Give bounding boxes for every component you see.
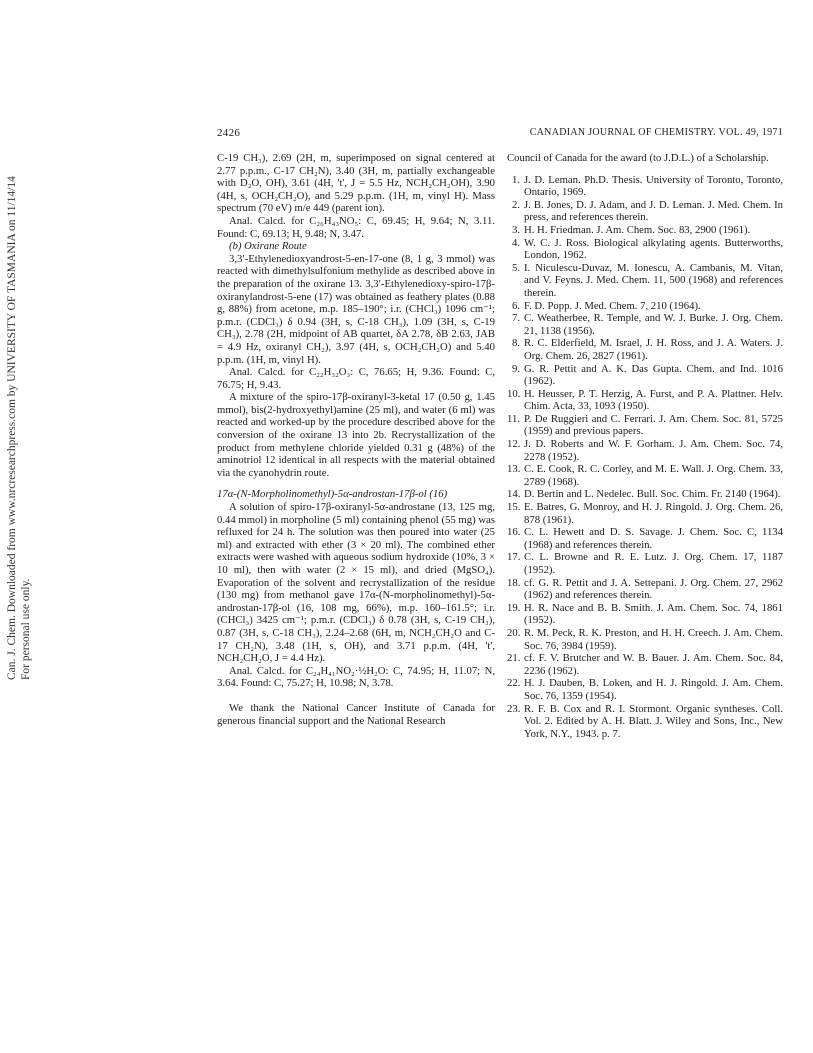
reference-item bbox=[507, 501, 783, 526]
reference-item bbox=[507, 312, 783, 337]
reference-text: C. L. Hewett and D. S. Savage. J. Chem. Soc. C, 1134 (1968) and references therein. bbox=[524, 526, 783, 551]
page-number: 2426 bbox=[217, 127, 241, 139]
watermark-line-source: Can. J. Chem. Downloaded from www.nrcresearchpress.com by UNIVERSITY OF TASMANIA on 11/14/14 bbox=[6, 176, 18, 680]
reference-number: 21. bbox=[507, 652, 521, 665]
reference-text: H. Heusser, P. T. Herzig, A. Furst, and P. A. Plattner. Helv. Chim. Acta, 33, 1093 (1950). bbox=[524, 387, 783, 413]
reference-item bbox=[507, 413, 783, 438]
reference-text: C. L. Browne and R. E. Lutz. J. Org. Chem. 17, 1187 (1952). bbox=[524, 551, 783, 576]
body-paragraph: C-19 CH₃), 2.69 (2H, m, superimposed on signal centered at 2.77 p.p.m., C-17 CH₂N), 3.40 (3H, m, partially exchangeable with D₂O, OH), 3.61 (4H, 't', J = 5.5 Hz, NCH₂CH₂OH), 3.90 (4H, s, OCH₂CH₂O), and 5.29 p.p.m. (1H, m, vinyl H). Mass spectrum (70 eV) m/e 449 (parent ion). bbox=[217, 152, 495, 215]
body-paragraph: Anal. Calcd. for C₂₄H₄₁NO₂·½H₂O: C, 74.95; H, 11.07; N, 3.64. Found: C, 75.27; H, 10.98; N, 3.78. bbox=[217, 664, 495, 690]
reference-item bbox=[507, 337, 783, 362]
reference-number: 5. bbox=[511, 261, 520, 274]
reference-text: W. C. J. Ross. Biological alkylating agents. Butterworths, London, 1962. bbox=[524, 236, 783, 262]
reference-text: H. R. Nace and B. B. Smith. J. Am. Chem. Soc. 74, 1861 (1952). bbox=[524, 601, 783, 627]
acknowledgement-continued: Council of Canada for the award (to J.D.L.) of a Scholarship. bbox=[507, 152, 769, 164]
reference-text: H. H. Friedman. J. Am. Chem. Soc. 83, 2900 (1961). bbox=[524, 223, 751, 236]
reference-text: P. De Ruggieri and C. Ferrari. J. Am. Chem. Soc. 81, 5725 (1959) and previous papers. bbox=[524, 412, 783, 438]
reference-number: 14. bbox=[507, 488, 521, 501]
spacer bbox=[217, 479, 495, 488]
reference-text: G. R. Pettit and A. K. Das Gupta. Chem. and Ind. 1016 (1962). bbox=[524, 362, 783, 388]
reference-number: 10. bbox=[507, 387, 521, 400]
reference-item bbox=[507, 577, 783, 602]
reference-text: C. Weatherbee, R. Temple, and W. J. Burke. J. Org. Chem. 21, 1138 (1956). bbox=[524, 312, 783, 337]
right-column bbox=[507, 152, 783, 740]
reference-text: cf. F. V. Brutcher and W. B. Bauer. J. Am. Chem. Soc. 84, 2236 (1962). bbox=[524, 652, 783, 677]
reference-number: 3. bbox=[511, 223, 520, 236]
reference-text: I. Niculescu-Duvaz, M. Ionescu, A. Cambanis, M. Vitan, and V. Feyns. J. Med. Chem. 11, 500 (1968) and references therein. bbox=[524, 261, 783, 299]
reference-item bbox=[507, 677, 783, 702]
reference-item bbox=[507, 438, 783, 463]
reference-text: C. E. Cook, R. C. Corley, and M. E. Wall. J. Org. Chem. 33, 2789 (1968). bbox=[524, 463, 783, 488]
reference-text: R. F. B. Cox and R. I. Stormont. Organic syntheses. Coll. Vol. 2. Edited by A. H. Blatt. J. Wiley and Sons, Inc., New York, N.Y., 1943. p. 7. bbox=[524, 702, 783, 740]
reference-item bbox=[507, 237, 783, 262]
reference-item bbox=[507, 652, 783, 677]
reference-item bbox=[507, 224, 783, 237]
reference-item bbox=[507, 388, 783, 413]
reference-number: 2. bbox=[511, 198, 520, 211]
watermark-line-usage: For personal use only. bbox=[20, 578, 32, 680]
reference-number: 9. bbox=[511, 362, 520, 375]
body-paragraph: A mixture of the spiro-17β-oxiranyl-3-ketal 17 (0.50 g, 1.45 mmol), bis(2-hydroxyethyl)amine (25 ml), and water (6 ml) was reacted and worked-up by the procedure described above for the conversion of the oxirane 13 into 2b. Recrystallization of the product from methylene chloride yielded 0.31 g (48%) of the aminotriol 12 identical in all respects with the material obtained via the cyanohydrin route. bbox=[217, 391, 495, 479]
reference-item bbox=[507, 363, 783, 388]
reference-item bbox=[507, 526, 783, 551]
reference-item bbox=[507, 551, 783, 576]
reference-number: 11. bbox=[507, 412, 520, 425]
reference-text: R. C. Elderfield, M. Israel, J. H. Ross, and J. A. Waters. J. Org. Chem. 26, 2827 (1961). bbox=[524, 337, 783, 362]
reference-text: F. D. Popp. J. Med. Chem. 7, 210 (1964). bbox=[524, 299, 701, 312]
body-paragraph: A solution of spiro-17β-oxiranyl-5α-androstane (13, 125 mg, 0.44 mmol) in morpholine (5 ml) containing phenol (55 mg) was refluxed for 24 h. The solution was then poured into water (25 ml) and extracted with ether (3 × 20 ml). The combined ether extracts were washed with aqueous sodium hydroxide (10%, 3 × 10 ml), then with water (2 × 15 ml), and dried (MgSO₄). Evaporation of the solvent and recrystallization of the residue (130 mg) from methanol gave 17α-(N-morpholinomethyl)-5α-androstan-17β-ol (16, 108 mg, 66%), m.p. 160–161.5°; i.r. (CHCl₃) 3425 cm⁻¹; p.m.r. (CDCl₃) δ 0.78 (3H, s, C-19 CH₃), 0.87 (3H, s, C-18 CH₃), 2.24–2.68 (6H, m, NCH₂CH₂O and C-17 CH₂N), 3.48 (1H, s, OH), and 3.71 p.p.m. (4H, 't', NCH₂CH₂O, J = 4.4 Hz). bbox=[217, 501, 495, 665]
section-heading: 17α-(N-Morpholinomethyl)-5α-androstan-17β-ol (16) bbox=[217, 488, 448, 501]
reference-number: 16. bbox=[507, 526, 521, 539]
reference-number: 6. bbox=[511, 299, 520, 312]
reference-number: 13. bbox=[507, 463, 521, 476]
reference-item bbox=[507, 174, 783, 199]
reference-number: 18. bbox=[507, 576, 521, 589]
left-column bbox=[217, 152, 495, 727]
reference-number: 12. bbox=[507, 438, 521, 451]
journal-title: CANADIAN JOURNAL OF CHEMISTRY. VOL. 49, 1971 bbox=[529, 127, 783, 138]
reference-number: 7. bbox=[511, 312, 520, 325]
reference-item bbox=[507, 488, 783, 501]
reference-number: 15. bbox=[507, 501, 521, 514]
reference-number: 22. bbox=[507, 677, 521, 690]
reference-text: cf. G. R. Pettit and J. A. Settepani. J. Org. Chem. 27, 2962 (1962) and references therein. bbox=[524, 576, 783, 602]
reference-item bbox=[507, 463, 783, 488]
body-paragraph: 3,3′-Ethylenedioxyandrost-5-en-17-one (8, 1 g, 3 mmol) was reacted with dimethylsulfonium methylide as described above in the preparation of the oxirane 13. 3,3′-Ethylenedioxy-spiro-17β-oxiranylandrost-5-ene (17) was obtained as feathery plates (0.88 g, 88%) from acetone, m.p. 185–190°; i.r. (CHCl₃) 1096 cm⁻¹; p.m.r. (CDCl₃) δ 0.94 (3H, s, C-18 CH₃), 1.09 (3H, s, C-19 CH₃), 2.78 (2H, midpoint of AB quartet, δA 2.78, δB 2.63, JAB = 4.9 Hz, oxiranyl CH₂), 3.97 (4H, s, OCH₂CH₂O) and 5.40 p.p.m. (1H, m, vinyl H). bbox=[217, 252, 495, 366]
subsection-heading: (b) Oxirane Route bbox=[229, 240, 307, 253]
reference-list bbox=[507, 174, 783, 741]
reference-item bbox=[507, 627, 783, 652]
reference-item bbox=[507, 703, 783, 741]
spacer bbox=[507, 165, 783, 174]
reference-number: 1. bbox=[511, 173, 520, 186]
reference-text: J. B. Jones, D. J. Adam, and J. D. Leman. J. Med. Chem. In press, and references therein. bbox=[524, 198, 783, 224]
reference-number: 20. bbox=[507, 626, 521, 639]
reference-text: J. D. Leman. Ph.D. Thesis. University of Toronto, Toronto, Ontario, 1969. bbox=[524, 173, 783, 199]
reference-number: 17. bbox=[507, 551, 521, 564]
reference-item bbox=[507, 199, 783, 224]
body-paragraph: We thank the National Cancer Institute of Canada for generous financial support and the National Research bbox=[217, 701, 495, 727]
spacer bbox=[217, 690, 495, 702]
body-paragraph: Anal. Calcd. for C₂₆H₄₃NO₅: C, 69.45; H, 9.64; N, 3.11. Found: C, 69.13; H, 9.48; N, 3.47. bbox=[217, 214, 495, 240]
reference-number: 4. bbox=[511, 236, 520, 249]
reference-text: E. Batres, G. Monroy, and H. J. Ringold. J. Org. Chem. 26, 878 (1961). bbox=[524, 501, 783, 526]
reference-text: R. M. Peck, R. K. Preston, and H. H. Creech. J. Am. Chem. Soc. 76, 3984 (1959). bbox=[524, 626, 783, 652]
running-header bbox=[217, 127, 783, 143]
body-paragraph: Anal. Calcd. for C₂₂H₃₂O₃: C, 76.65; H, 9.36. Found: C, 76.75; H, 9.43. bbox=[217, 366, 495, 391]
reference-item bbox=[507, 300, 783, 313]
reference-text: D. Bertin and L. Nedelec. Bull. Soc. Chim. Fr. 2140 (1964). bbox=[524, 488, 781, 501]
reference-text: H. J. Dauben, B. Loken, and H. J. Ringold. J. Am. Chem. Soc. 76, 1359 (1954). bbox=[524, 677, 783, 702]
reference-number: 19. bbox=[507, 601, 521, 614]
reference-item bbox=[507, 262, 783, 300]
download-watermark bbox=[0, 0, 60, 1053]
reference-number: 23. bbox=[507, 702, 521, 715]
reference-text: J. D. Roberts and W. F. Gorham. J. Am. Chem. Soc. 74, 2278 (1952). bbox=[524, 438, 783, 463]
reference-item bbox=[507, 602, 783, 627]
reference-number: 8. bbox=[511, 337, 520, 350]
